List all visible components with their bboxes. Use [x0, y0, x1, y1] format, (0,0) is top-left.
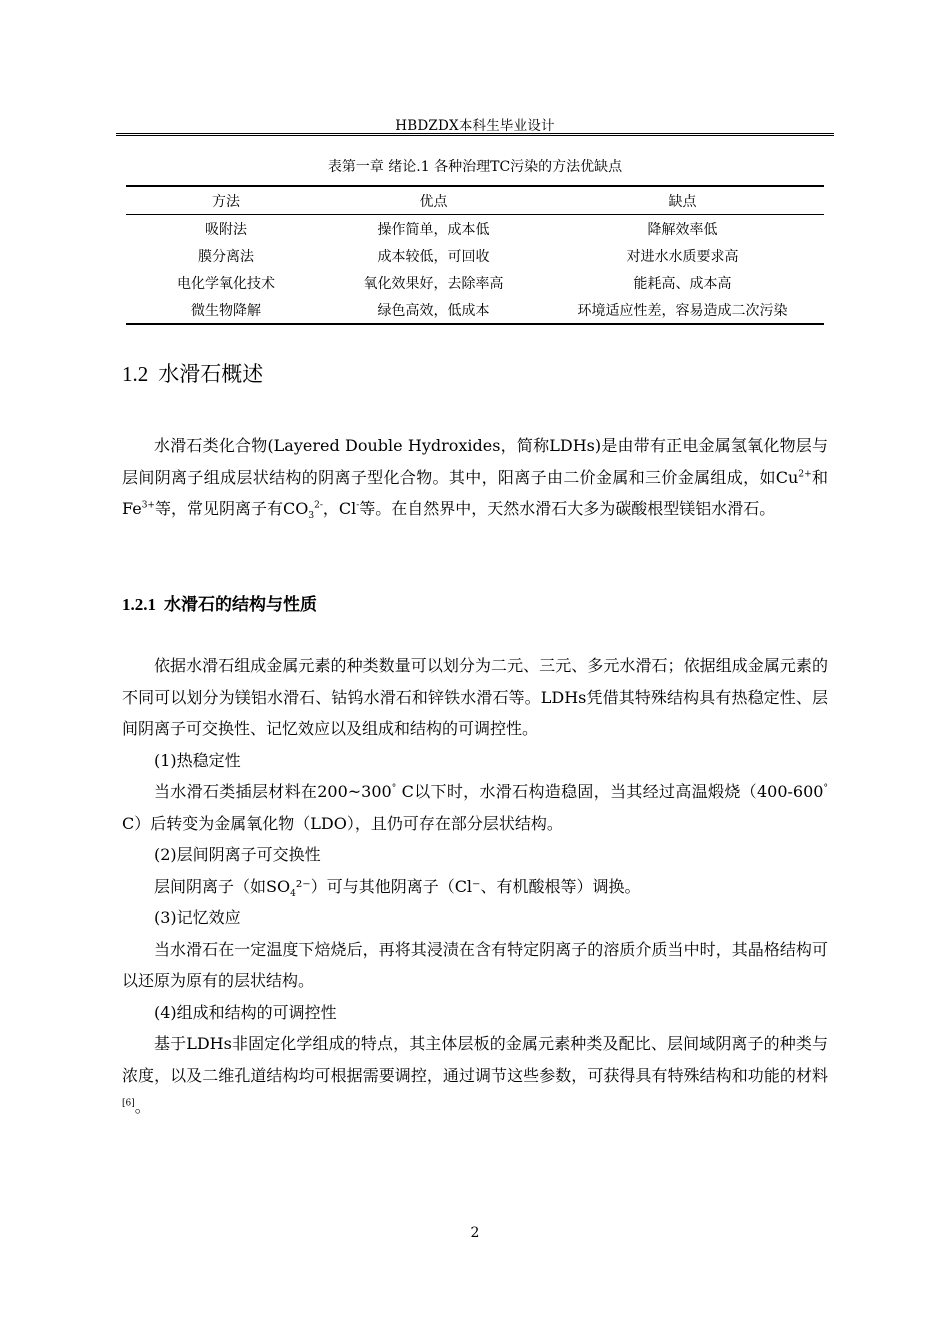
table-cell: 绿色高效，低成本: [326, 296, 541, 324]
section-title: 水滑石概述: [158, 362, 264, 386]
memory-effect-paragraph: 当水滑石在一定温度下焙烧后，再将其浸渍在含有特定阴离子的溶质介质当中时，其晶格结构可以还原为原有的层状结构。: [122, 939, 828, 990]
table-header-row: [126, 186, 824, 215]
table-cell: 环境适应性差，容易造成二次污染: [541, 296, 824, 324]
table-row: [126, 242, 824, 269]
table-cell: 能耗高、成本高: [633, 275, 732, 292]
column-header-method: 方法: [126, 186, 326, 215]
table-cell: 操作简单，成本低: [377, 221, 490, 238]
header-rule: [116, 133, 834, 136]
item-heading-anion-exchange: (2)层间阴离子可交换性: [154, 845, 321, 864]
section-number: 1.2: [122, 362, 149, 386]
properties-body: [122, 650, 828, 1123]
subsection-heading: [122, 590, 317, 615]
table-cell: 降解效率低: [647, 221, 718, 238]
table-row: [126, 215, 824, 243]
subsection-number: 1.2.1: [122, 595, 156, 614]
subsection-title: 水滑石的结构与性质: [164, 595, 317, 615]
thermal-stability-paragraph: 当水滑石类插层材料在200~300° C以下时，水滑石构造稳固，当其经过高温煅烧（400-600° C）后转变为金属氧化物（LDO），且仍可存在部分层状结构。: [122, 782, 828, 833]
section-heading: [122, 358, 263, 388]
table-cell: 微生物降解: [126, 296, 326, 324]
table-cell: 吸附法: [205, 221, 247, 238]
running-header: HBDZDX本科生毕业设计: [395, 118, 555, 134]
item-heading-tunability: (4)组成和结构的可调控性: [154, 1002, 337, 1022]
table-cell: 成本较低，可回收: [377, 248, 490, 265]
column-header-advantages: 优点: [326, 186, 541, 215]
table-cell: 氧化效果好，去除率高: [363, 275, 504, 292]
intro-paragraph: [122, 430, 828, 525]
intro-text: 水滑石类化合物(Layered Double Hydroxides，简称LDHs)是由带有正电金属氢氧化物层与层间阴离子组成层状结构的阴离子型化合物。其中，阳离子由二价金属和三价金属组成，如$Cu^{2+}$和$Fe^{3+}$等，常见阴离子有$CO_3^{2-}$，Cl-等。在自然界中，天然水滑石大多为碳酸根型镁铝水滑石。: [122, 436, 828, 522]
classification-paragraph: 依据水滑石组成金属元素的种类数量可以划分为二元、三元、多元水滑石；依据组成金属元素的不同可以划分为镁铝水滑石、钴钨水滑石和锌铁水滑石等。LDHs凭借其特殊结构具有热稳定性、层间阴离子可交换性、记忆效应以及组成和结构的可调控性。: [122, 656, 828, 738]
column-header-disadvantages: 缺点: [541, 186, 824, 215]
page-number: 2: [470, 1225, 480, 1241]
table-cell: 电化学氧化技术: [177, 275, 275, 292]
table-cell: 膜分离法: [198, 248, 254, 265]
item-heading-thermal-stability: (1)热稳定性: [154, 750, 241, 770]
table-caption: 表第一章 绪论.1 各种治理TC污染的方法优缺点: [327, 159, 623, 175]
item-heading-memory-effect: (3)记忆效应: [154, 908, 241, 927]
table-row: [126, 269, 824, 296]
citation-reference: [6]: [122, 1098, 135, 1109]
tunability-paragraph: 基于LDHs非固定化学组成的特点，其主体层板的金属元素种类及配比、层间域阴离子的种类与浓度，以及二维孔道结构均可根据需要调控，通过调节这些参数，可获得具有特殊结构和功能的材料[6]。: [122, 1034, 828, 1116]
table-row: [126, 296, 824, 324]
table-cell: 对进水水质要求高: [626, 248, 739, 265]
anion-exchange-paragraph: 层间阴离子（如$SO_4^{2-}$）可与其他阴离子（Cl⁻、有机酸根等）调换。: [154, 876, 641, 899]
methods-table: [126, 185, 824, 325]
